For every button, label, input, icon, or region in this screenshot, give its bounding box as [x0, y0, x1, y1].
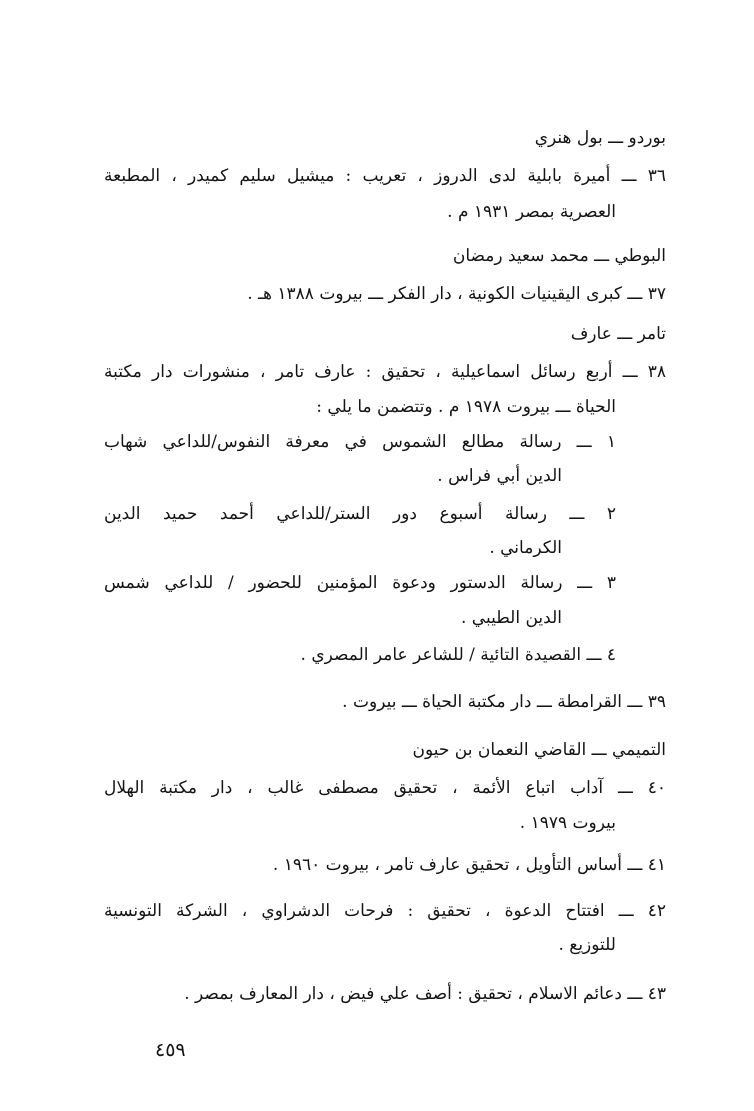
sub-item-line: الدين أبي فراس . [437, 466, 562, 486]
author-heading: التميمي ـــ القاضي النعمان بن حيون [412, 740, 666, 760]
author-heading: البوطي ـــ محمد سعيد رمضان [452, 246, 666, 266]
sub-item-line: ٢ ـــ رسالة أسبوع دور الستر/للداعي أحمد حميد الدين [104, 504, 616, 524]
bibliography-entry-line: ٣٨ ـــ أربع رسائل اسماعيلية ، تحقيق : عارف تامر ، منشورات دار مكتبة [104, 362, 666, 382]
bibliography-entry-line: ٣٦ ـــ أميرة بابلية لدى الدروز ، تعريب : ميشيل سليم كميدر ، المطبعة [104, 166, 666, 186]
bibliography-entry-line: ٣٩ ـــ القرامطة ـــ دار مكتبة الحياة ـــ بيروت . [342, 692, 666, 712]
bibliography-entry-line: ٣٧ ـــ كبرى اليقينيات الكونية ، دار الفكر ـــ بيروت ١٣٨٨ هـ . [247, 284, 666, 304]
author-heading: بوردو ـــ بول هنري [534, 128, 666, 148]
bibliography-entry-line: ٤٢ ـــ افتتاح الدعوة ، تحقيق : فرحات الدشراوي ، الشركة التونسية [104, 901, 666, 921]
sub-item-line: الكرماني . [489, 538, 562, 558]
bibliography-entry-line: العصرية بمصر ١٩٣١ م . [447, 202, 616, 222]
author-heading: تامر ـــ عارف [570, 324, 666, 344]
sub-item-line: الدين الطيبي . [461, 608, 562, 628]
bibliography-entry-line: ٤٠ ـــ آداب اتباع الأئمة ، تحقيق مصطفى غالب ، دار مكتبة الهلال [104, 778, 666, 798]
sub-item-line: ٤ ـــ القصيدة التائية / للشاعر عامر المصري . [300, 645, 616, 665]
bibliography-entry-line: الحياة ـــ بيروت ١٩٧٨ م . وتتضمن ما يلي : [316, 397, 616, 417]
sub-item-line: ٣ ـــ رسالة الدستور ودعوة المؤمنين للحضور / للداعي شمس [104, 573, 616, 593]
sub-item-line: ١ ـــ رسالة مطالع الشموس في معرفة النفوس/للداعي شهاب [104, 432, 616, 452]
bibliography-entry-line: ٤١ ـــ أساس التأويل ، تحقيق عارف تامر ، بيروت ١٩٦٠ . [272, 855, 666, 875]
page-number: ٤٥٩ [155, 1039, 186, 1061]
bibliography-entry-line: بيروت ١٩٧٩ . [519, 813, 616, 833]
bibliography-entry-line: للتوزيع . [558, 935, 616, 955]
bibliography-entry-line: ٤٣ ـــ دعائم الاسلام ، تحقيق : أصف علي فيض ، دار المعارف بمصر . [184, 984, 666, 1004]
